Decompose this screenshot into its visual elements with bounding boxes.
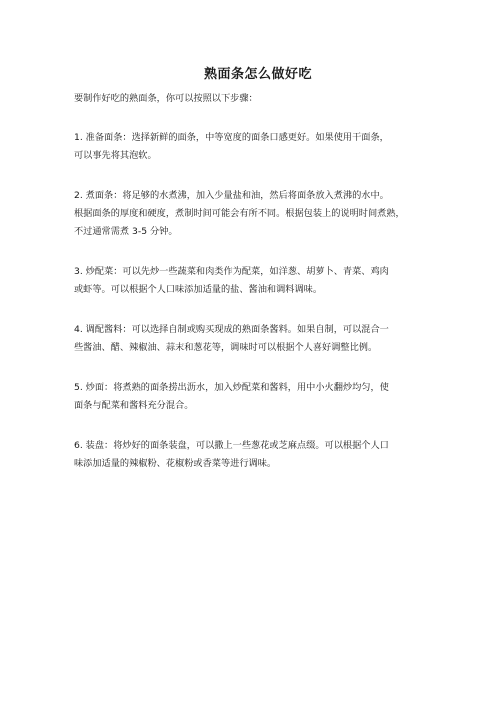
step-line: 4. 调配酱料：可以选择自制或购买现成的熟面条酱料。如果自制，可以混合一 [74, 324, 389, 335]
step-line: 或虾等。可以根据个人口味添加适量的盐、酱油和调料调味。 [74, 284, 323, 295]
step-line: 面条与配菜和酱料充分混合。 [74, 400, 194, 411]
step-line: 根据面条的厚度和硬度，煮制时间可能会有所不同。根据包装上的说明时间煮熟， [74, 208, 405, 219]
step-paragraph-2 [74, 187, 440, 241]
step-line: 3. 炒配菜：可以先炒一些蔬菜和肉类作为配菜，如洋葱、胡萝卜、青菜、鸡肉 [74, 266, 389, 277]
step-paragraph-5 [74, 379, 440, 415]
step-paragraph-6 [74, 437, 440, 473]
step-line: 可以事先将其泡软。 [74, 150, 157, 161]
document-title: 熟面条怎么做好吃 [203, 67, 312, 82]
step-line: 5. 炒面：将煮熟的面条捞出沥水，加入炒配菜和酱料，用中小火翻炒均匀，使 [74, 382, 389, 393]
step-line: 不过通常需煮 3-5 分钟。 [74, 226, 178, 237]
step-paragraph-3 [74, 263, 440, 299]
steps-list [74, 129, 432, 473]
step-paragraph-1 [74, 129, 440, 165]
step-paragraph-4 [74, 321, 440, 357]
step-line: 味添加适量的辣椒粉、花椒粉或香菜等进行调味。 [74, 458, 277, 469]
step-line: 1. 准备面条：选择新鲜的面条，中等宽度的面条口感更好。如果使用干面条， [74, 132, 389, 143]
step-line: 2. 煮面条：将足够的水煮沸，加入少量盐和油，然后将面条放入煮沸的水中。 [74, 190, 389, 201]
step-line: 6. 装盘：将炒好的面条装盘，可以撒上一些葱花或芝麻点缀。可以根据个人口 [74, 440, 389, 451]
intro-paragraph: 要制作好吃的熟面条，你可以按照以下步骤： [74, 93, 258, 104]
step-line: 些酱油、醋、辣椒油、蒜末和葱花等，调味时可以根据个人喜好调整比例。 [74, 342, 378, 353]
